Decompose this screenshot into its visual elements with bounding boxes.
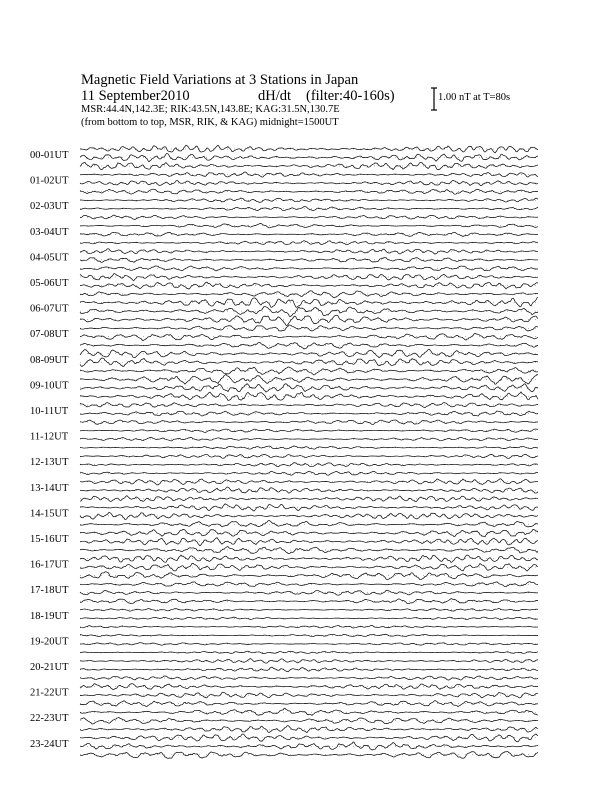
trace-line — [80, 437, 538, 441]
trace-line — [80, 684, 538, 690]
trace-line — [80, 446, 538, 449]
trace-line — [80, 207, 538, 211]
trace-line — [80, 232, 538, 236]
hour-label: 10-11UT — [30, 406, 69, 417]
trace-line — [80, 651, 538, 653]
trace-line — [80, 215, 538, 219]
hour-label: 18-19UT — [30, 610, 69, 622]
trace-line — [80, 374, 538, 384]
trace-line — [80, 162, 538, 169]
trace-line — [80, 479, 538, 485]
hour-label: 02-03UT — [30, 201, 69, 213]
trace-line — [80, 547, 538, 554]
trace-line — [80, 333, 538, 340]
hour-label: 11-12UT — [30, 431, 69, 443]
trace-line — [80, 734, 538, 742]
trace-line — [80, 726, 538, 733]
chart-title: Magnetic Field Variations at 3 Stations in Japan — [81, 72, 359, 88]
trace-line — [80, 471, 538, 475]
station-coordinates: MSR:44.4N,142.3E; RIK:43.5N,143.8E; KAG:31.5N,130.7E — [81, 104, 340, 115]
trace-line — [80, 384, 538, 393]
trace-line — [80, 529, 538, 536]
trace-line — [80, 659, 538, 663]
trace-line — [80, 349, 538, 358]
trace-line — [80, 223, 538, 227]
hour-label: 19-20UT — [30, 636, 69, 648]
station-order-note: (from bottom to top, MSR, RIK, & KAG) midnight=1500UT — [81, 117, 339, 128]
hour-label: 15-16UT — [30, 534, 69, 545]
trace-line — [80, 463, 538, 467]
hour-label: 22-23UT — [30, 713, 69, 725]
trace-line — [80, 420, 538, 425]
hour-label: 20-21UT — [30, 662, 69, 673]
trace-line — [80, 358, 538, 367]
trace-line — [80, 392, 538, 401]
hour-label: 00-01UT — [30, 150, 69, 161]
trace-line — [80, 609, 538, 611]
trace-line — [80, 189, 538, 194]
hour-label: 17-18UT — [30, 585, 69, 597]
trace-line — [80, 402, 538, 407]
trace-line — [80, 198, 538, 202]
hour-label: 09-10UT — [30, 380, 69, 392]
trace-line — [80, 667, 538, 672]
trace-line — [80, 676, 538, 680]
hour-label: 08-09UT — [30, 354, 69, 366]
trace-line — [80, 617, 538, 620]
trace-line — [80, 572, 538, 580]
trace-line — [80, 512, 538, 519]
hour-label: 23-24UT — [30, 738, 69, 750]
trace-line — [80, 172, 538, 177]
trace-line — [80, 325, 538, 331]
trace-line — [80, 487, 538, 493]
hour-label: 05-06UT — [30, 278, 69, 289]
hour-label: 03-04UT — [30, 226, 69, 238]
trace-line — [80, 692, 538, 698]
trace-line — [80, 582, 538, 587]
hour-label: 16-17UT — [30, 559, 69, 571]
trace-line — [80, 266, 538, 271]
filter-label: (filter:40-160s) — [306, 88, 395, 104]
trace-line — [80, 563, 538, 571]
trace-line — [80, 249, 538, 255]
trace-line — [80, 291, 538, 298]
scale-label: 1.00 nT at T=80s — [438, 92, 511, 103]
trace-line — [80, 273, 538, 280]
hour-label: 21-22UT — [30, 687, 69, 699]
hour-label: 06-07UT — [30, 303, 69, 315]
trace-line — [80, 625, 538, 628]
trace-line — [80, 241, 538, 245]
trace-line — [80, 145, 538, 153]
trace-line — [80, 367, 538, 375]
trace-line — [80, 153, 538, 161]
trace-line — [80, 718, 538, 724]
trace-line — [80, 701, 538, 707]
hour-label: 07-08UT — [30, 329, 69, 341]
hour-label: 12-13UT — [30, 457, 69, 469]
trace-line — [80, 742, 538, 750]
trace-line — [80, 257, 538, 262]
trace-line — [80, 180, 538, 185]
hour-label: 01-02UT — [30, 175, 69, 187]
trace-line — [80, 590, 538, 595]
trace-line — [80, 634, 538, 636]
quantity-label: dH/dt — [258, 88, 292, 104]
trace-line — [80, 454, 538, 458]
chart-date: 11 September2010 — [81, 88, 190, 104]
trace-line — [80, 708, 538, 715]
trace-line — [80, 297, 538, 307]
trace-line — [80, 411, 538, 416]
trace-line — [80, 555, 538, 562]
trace-line — [80, 643, 538, 646]
hour-label: 14-15UT — [30, 508, 69, 520]
trace-line — [80, 504, 538, 511]
trace-line — [80, 282, 538, 289]
trace-line — [80, 538, 538, 546]
hour-label: 04-05UT — [30, 252, 69, 264]
trace-line — [80, 429, 538, 432]
trace-line — [80, 521, 538, 527]
trace-line — [80, 306, 538, 316]
trace-line — [80, 599, 538, 604]
trace-line — [80, 343, 538, 350]
trace-line — [80, 752, 538, 759]
trace-line — [80, 315, 538, 325]
trace-line — [80, 496, 538, 502]
hour-label: 13-14UT — [30, 482, 69, 494]
